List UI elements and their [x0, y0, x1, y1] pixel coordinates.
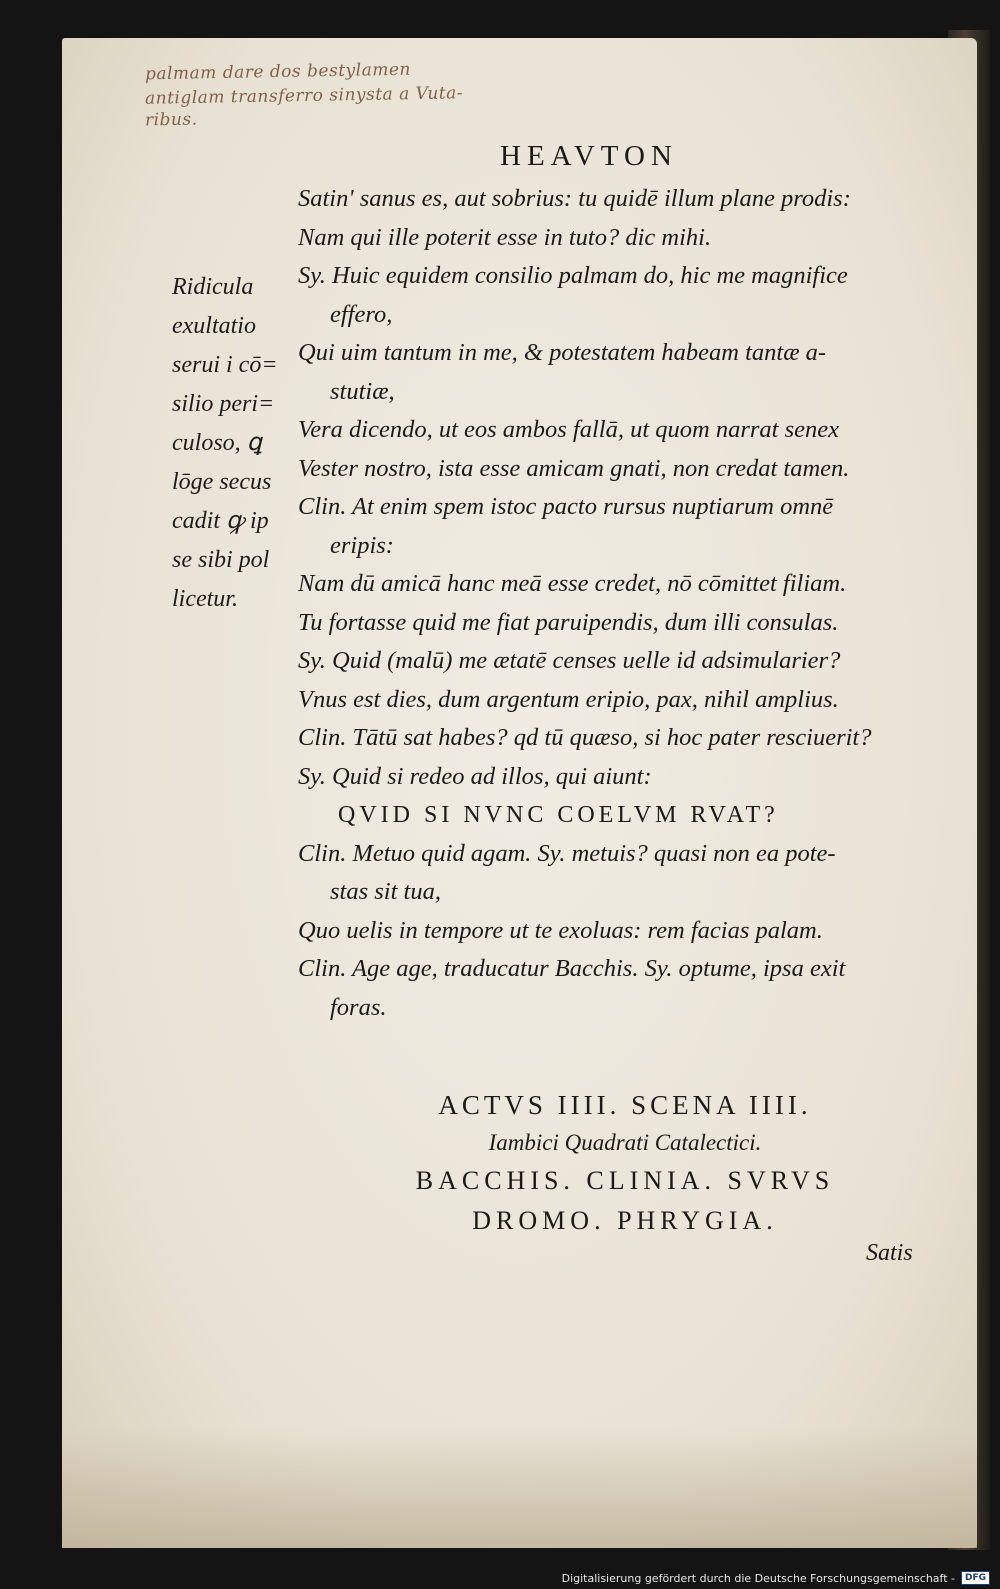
verse-line: Nam qui ille poterit esse in tuto? dic mihi. — [298, 223, 712, 251]
verse-line: Vera dicendo, ut eos ambos fallā, ut quom narrat senex — [298, 416, 839, 443]
manuscript-note-line-1: palmam dare dos bestylamen — [144, 59, 412, 85]
catchword: Satis — [866, 1240, 913, 1266]
dfg-logo: DFG — [961, 1571, 990, 1585]
verse-line: Sy. Quid (malū) me ætatē censes uelle id adsimularier? — [298, 647, 841, 674]
verse-line: Quo uelis in tempore ut te exoluas: rem facias palam. — [298, 916, 823, 944]
manuscript-note-line-2: antiglam transferro sinysta a Vuta- — [144, 83, 464, 109]
manuscript-note-line-3: ribus. — [144, 109, 198, 131]
margin-note-line: lōge secus — [172, 469, 272, 495]
verse-line: Vnus est dies, dum argentum eripio, pax, nihil amplius. — [298, 685, 839, 713]
verse-block — [298, 180, 948, 1027]
verse-line: Sy. Huic equidem consilio palmam do, hic me magnifice — [298, 262, 848, 289]
verse-line: stutiæ, — [330, 377, 395, 405]
characters-line-1: BACCHIS. CLINIA. SVRVS — [415, 1166, 835, 1195]
verse-line: Clin. Metuo quid agam. Sy. metuis? quasi non ea pote- — [298, 839, 836, 867]
margin-note-line: exultatio — [172, 313, 256, 339]
running-title: HEAVTON — [500, 140, 678, 172]
verse-line: foras. — [330, 993, 387, 1021]
margin-note-line: silio peri= — [172, 391, 275, 417]
meter-description: Iambici Quadrati Catalectici. — [488, 1130, 762, 1155]
margin-note — [172, 268, 297, 619]
verse-line: eripis: — [330, 531, 394, 559]
verse-line: Sy. Quid si redeo ad illos, qui aiunt: — [298, 762, 652, 790]
verse-line-proverb: QVID SI NVNC COELVM RVAT? — [338, 802, 779, 828]
margin-note-line: Ridicula — [172, 274, 254, 300]
verse-line: Nam dū amicā hanc meā esse credet, nō cōmittet filiam. — [298, 570, 847, 597]
act-scene-heading — [300, 1085, 950, 1241]
margin-note-line: culoso, ꝗ — [172, 430, 262, 456]
verse-line: Clin. Tātū sat habes? qd tū quæso, si hoc pater resciuerit? — [298, 724, 872, 751]
page-wear-shadow — [62, 1428, 977, 1548]
digitization-credit — [562, 1571, 990, 1585]
credit-text: Digitalisierung gefördert durch die Deutsche Forschungsgemeinschaft - — [561, 1571, 955, 1585]
verse-line: Vester nostro, ista esse amicam gnati, non credat tamen. — [298, 454, 850, 482]
verse-line: Clin. Age age, traducatur Bacchis. Sy. optume, ipsa exit — [298, 955, 846, 982]
verse-line: Clin. At enim spem istoc pacto rursus nuptiarum omnē — [298, 493, 834, 520]
margin-note-line: licetur. — [172, 586, 238, 612]
verse-line: Tu fortasse quid me fiat paruipendis, dum illi consulas. — [298, 608, 839, 636]
verse-line: stas sit tua, — [330, 878, 441, 905]
margin-note-line: se sibi pol — [172, 547, 270, 573]
act-scene-title: ACTVS IIII. SCENA IIII. — [438, 1090, 812, 1120]
verse-line: Qui uim tantum in me, & potestatem habeam tantæ a- — [298, 339, 827, 366]
margin-note-line: serui i cō= — [172, 352, 278, 378]
margin-note-line: cadit ꝙ ip — [172, 508, 269, 534]
verse-line: Satin' sanus es, aut sobrius: tu quidē illum plane prodis: — [298, 185, 851, 212]
verse-line: effero, — [330, 300, 393, 328]
characters-line-2: DROMO. PHRYGIA. — [472, 1206, 778, 1235]
